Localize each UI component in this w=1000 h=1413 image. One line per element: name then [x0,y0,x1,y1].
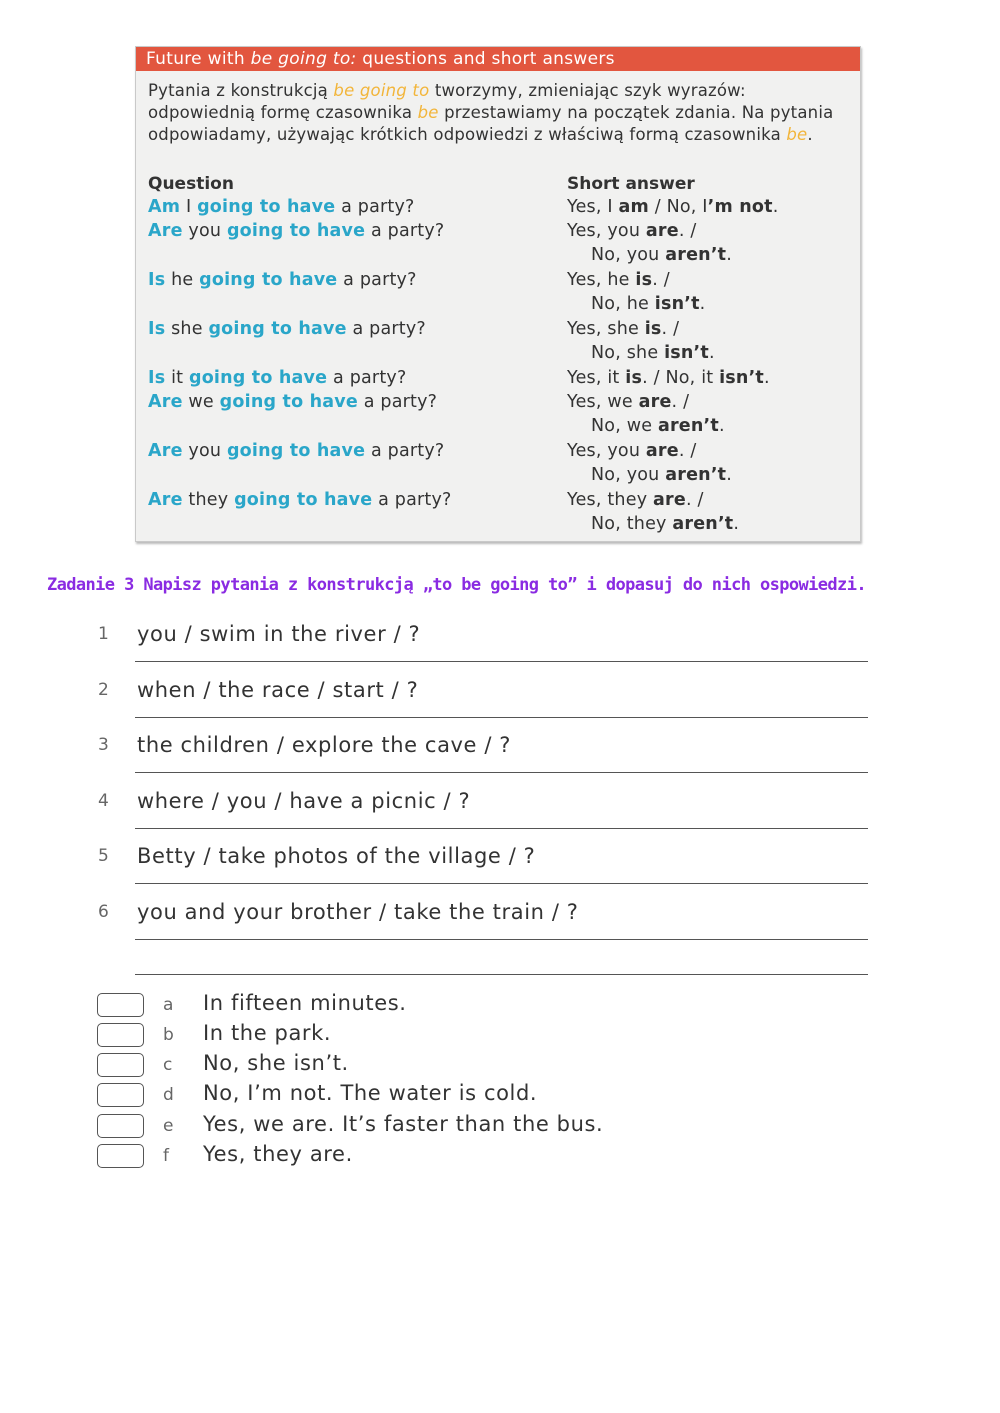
short-answer: Yes, we are. / [567,392,690,412]
item-prompt: the children / explore the cave / ? [137,733,512,757]
item-number: 4 [98,791,109,811]
short-answer-negative: No, you aren’t. [591,245,732,265]
option-letter: b [163,1025,174,1045]
question-row: Is it going to have a party? [148,368,407,388]
task-title: Zadanie 3 Napisz pytania z konstrukcją „to be going to” i dopasuj do nich ospowiedzi. [47,575,866,595]
option-letter: d [163,1085,174,1105]
answer-line[interactable] [135,883,868,884]
option-text: No, she isn’t. [203,1051,349,1075]
answer-checkbox[interactable] [97,993,144,1017]
short-answer-negative: No, she isn’t. [591,343,715,363]
question-row: Are they going to have a party? [148,490,452,510]
item-prompt: Betty / take photos of the village / ? [137,844,536,868]
question-row: Am I going to have a party? [148,197,415,217]
item-number: 6 [98,902,109,922]
short-answer: Yes, she is. / [567,319,680,339]
item-number: 1 [98,624,109,644]
option-letter: c [163,1055,173,1075]
short-answer: Yes, he is. / [567,270,670,290]
item-number: 3 [98,735,109,755]
option-letter: f [163,1146,169,1166]
short-answer-column-header: Short answer [567,174,695,194]
short-answer: Yes, you are. / [567,441,697,461]
answer-checkbox[interactable] [97,1053,144,1077]
grammar-intro: Pytania z konstrukcją be going to tworzymy, zmieniając szyk wyrazów: odpowiednią formę czasownika be przestawiamy na początek zdania. Na pytania odpowiadamy, używając krótkich odpowiedzi z właściwą formą czasownika be. [148,81,834,144]
question-column-header: Question [148,174,234,194]
question-row: Is she going to have a party? [148,319,426,339]
answer-checkbox[interactable] [97,1023,144,1047]
short-answer-negative: No, they aren’t. [591,514,740,534]
option-text: No, I’m not. The water is cold. [203,1081,538,1105]
item-number: 5 [98,846,109,866]
short-answer: Yes, it is. / No, it isn’t. [567,368,770,388]
short-answer-negative: No, he isn’t. [591,294,706,314]
option-text: Yes, they are. [203,1142,353,1166]
question-row: Are we going to have a party? [148,392,438,412]
short-answer-negative: No, we aren’t. [591,416,725,436]
short-answer: Yes, they are. / [567,490,704,510]
answer-line[interactable] [135,772,868,773]
answer-line[interactable] [135,939,868,940]
item-prompt: you and your brother / take the train / ? [137,900,579,924]
option-letter: a [163,995,174,1015]
short-answer: Yes, I am / No, I’m not. [567,197,779,217]
answer-checkbox[interactable] [97,1144,144,1168]
option-text: In fifteen minutes. [203,991,407,1015]
answer-line[interactable] [135,661,868,662]
item-prompt: you / swim in the river / ? [137,622,421,646]
answer-line[interactable] [135,974,868,975]
answer-line[interactable] [135,717,868,718]
option-text: Yes, we are. It’s faster than the bus. [203,1112,604,1136]
answer-checkbox[interactable] [97,1083,144,1107]
short-answer-negative: No, you aren’t. [591,465,732,485]
answer-line[interactable] [135,828,868,829]
option-letter: e [163,1116,174,1136]
option-text: In the park. [203,1021,332,1045]
grammar-box-title: Future with be going to: questions and short answers [136,47,860,71]
item-number: 2 [98,680,109,700]
question-row: Is he going to have a party? [148,270,417,290]
item-prompt: where / you / have a picnic / ? [137,789,471,813]
answer-checkbox[interactable] [97,1114,144,1138]
question-row: Are you going to have a party? [148,221,445,241]
short-answer: Yes, you are. / [567,221,697,241]
grammar-box [135,46,861,542]
question-row: Are you going to have a party? [148,441,445,461]
item-prompt: when / the race / start / ? [137,678,419,702]
